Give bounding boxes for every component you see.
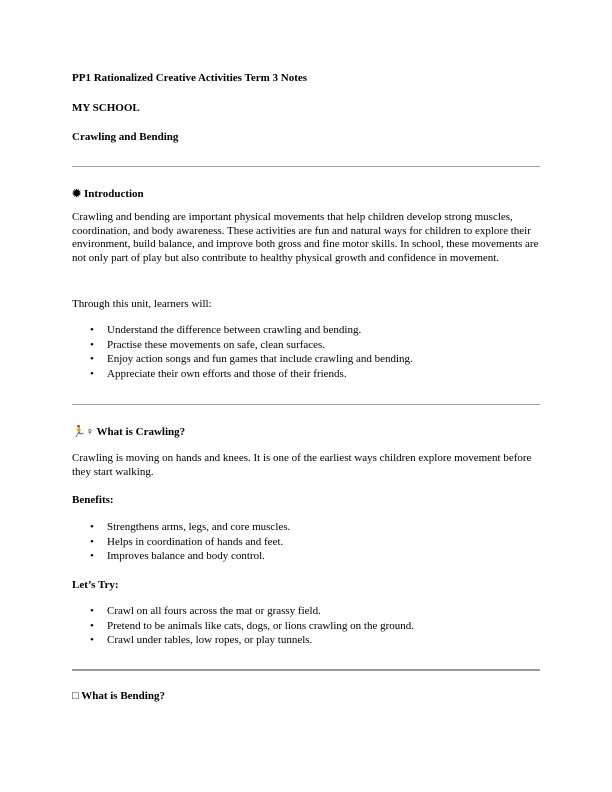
badge-icon: ✹ (72, 188, 82, 200)
benefits-list (72, 520, 542, 564)
list-item: • Appreciate their own efforts and those of their friends. (72, 367, 542, 382)
list-item: • Helps in coordination of hands and feet. (72, 535, 542, 550)
intro-paragraph: Crawling and bending are important physical movements that help children develop strong muscles, coordination, and body awareness. These activities are fun and natural ways for children to explore their environment, build balance, and improve both gross and fine motor skills. In school, these movements are not only part of play but also contribute to healthy physical growth and confidence in movement. (72, 211, 539, 264)
divider (72, 166, 540, 167)
list-item: • Enjoy action songs and fun games that include crawling and bending. (72, 352, 542, 367)
subtitle: MY SCHOOL (72, 102, 140, 114)
lets-try-label: Let’s Try: (72, 579, 119, 591)
list-item: • Strengthens arms, legs, and core muscles. (72, 520, 542, 535)
benefits-label: Benefits: (72, 494, 114, 506)
topic-heading: Crawling and Bending (72, 131, 179, 143)
list-item: • Improves balance and body control. (72, 549, 542, 564)
heading-text: What is Bending? (81, 690, 165, 702)
lets-try-list (72, 604, 542, 648)
crawling-heading (72, 425, 542, 438)
bending-heading (72, 690, 542, 702)
document-title: PP1 Rationalized Creative Activities Term 3 Notes (72, 72, 308, 84)
missing-glyph-icon: □ (72, 690, 79, 702)
crawling-paragraph: Crawling is moving on hands and knees. It is one of the earliest ways children explore movement before they start walking. (72, 452, 532, 478)
list-item: • Practise these movements on safe, clean surfaces. (72, 338, 542, 353)
list-item: • Pretend to be animals like cats, dogs, or lions crawling on the ground. (72, 619, 542, 634)
list-item: • Understand the difference between crawling and bending. (72, 323, 542, 338)
intro-lead: Through this unit, learners will: (72, 298, 212, 310)
list-item: • Crawl on all fours across the mat or grassy field. (72, 604, 542, 619)
heading-text: What is Crawling? (96, 426, 186, 438)
learning-outcomes-list (72, 323, 542, 382)
divider (72, 669, 540, 671)
divider (72, 404, 540, 405)
heading-text: Introduction (83, 188, 144, 200)
list-item: • Crawl under tables, low ropes, or play tunnels. (72, 633, 542, 648)
introduction-heading (72, 187, 542, 200)
person-crawling-icon: 🏃♀ (72, 426, 94, 438)
